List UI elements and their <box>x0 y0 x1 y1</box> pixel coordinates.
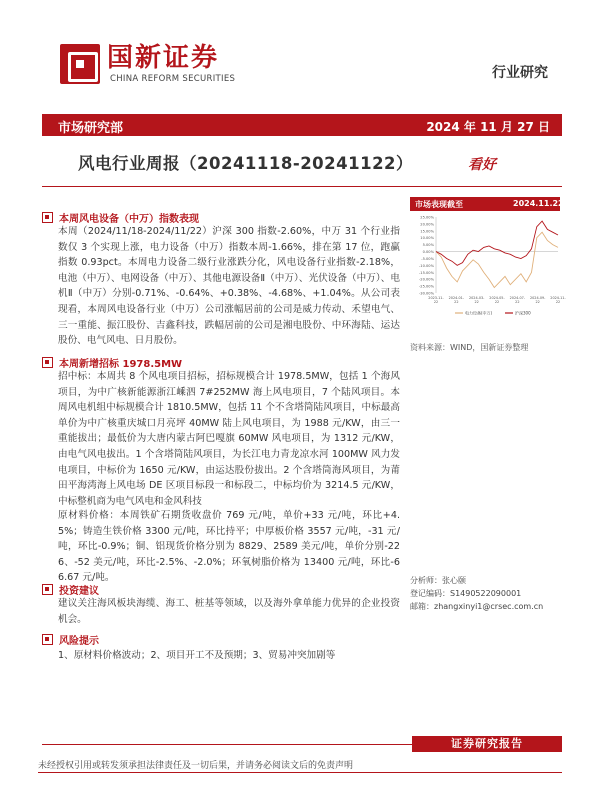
series-line-1 <box>436 221 558 265</box>
paragraph-tenders: 招中标：本周共 8 个风电项目招标，招标规模合计 1978.5MW，包括 1 个海风项目，为中广核新能源浙江嵊泗 7#252MW 海上风电项目，7 个陆风项目。本周风电机组中标规模合计 1810.5MW，包括 11 个不含塔筒陆风项目，中标最高单价为中广核重庆城口月亮坪 40MW 陆上风电项目，为 1988 元/KW，由三一重能拔出；最低价为大唐内蒙古阿巴嘎旗 60MW 风电项目，为 1312 元/KW，由电气风电拔出。1 个含塔筒陆风项目，为长江电力青龙凉水河 100MW 风力发电项目，中标价为 1650 元/KW，由运达股份拔出。2 个含塔筒海风项目，为莆田平海湾海上风电场 DE 区项目标段一和标段二，中标均价为 3214.5 元/KW，中标整机商为电气风电和金风科技 <box>58 371 400 507</box>
footer-disclaimer: 未经授权引用或转发须承担法律责任及一切后果，并请务必阅读文后的免责声明 <box>38 761 354 771</box>
x-tick-label: 22 <box>555 300 561 304</box>
chart-header-date: 2024.11.22 <box>513 199 564 208</box>
rating-badge: 看好 <box>468 157 496 173</box>
y-tick-label: 10.00% <box>420 236 434 241</box>
y-tick-label: -20.00% <box>419 277 434 282</box>
market-performance-chart <box>410 213 566 321</box>
y-tick-label: 20.00% <box>420 222 434 227</box>
section-bullet-icon <box>42 212 53 223</box>
analyst-email: 邮箱：zhangxinyi1@crsec.com.cn <box>410 602 544 611</box>
disclaimer-divider <box>38 772 562 773</box>
y-tick-label: -5.00% <box>421 256 434 261</box>
department-name: 市场研究部 <box>58 121 124 136</box>
footer-divider <box>42 744 412 745</box>
x-tick-label: 22 <box>433 300 439 304</box>
x-tick-label: 2024-09- <box>529 296 546 300</box>
section-heading-text: 投资建议 <box>59 586 99 597</box>
analyst-info <box>410 574 543 613</box>
chart-header-label: 市场表现截至 <box>415 200 463 209</box>
series-line-0 <box>436 232 558 287</box>
title-divider <box>42 186 562 187</box>
report-category: 行业研究 <box>492 65 548 81</box>
x-tick-label: 2024-11- <box>550 296 566 300</box>
x-tick-label: 22 <box>474 300 479 304</box>
chart-source-note: 资料来源：WIND，国新证券整理 <box>410 343 529 352</box>
company-name: 国新证券 <box>107 43 220 73</box>
paragraph-investment-advice: 建议关注海风板块海缆、海工、桩基等领域，以及海外拿单能力优异的企业投资机会。 <box>58 598 400 625</box>
section-bullet-icon <box>42 634 53 645</box>
y-tick-label: 15.00% <box>420 229 434 234</box>
company-english-name: CHINA REFORM SECURITIES <box>110 74 236 84</box>
analyst-cert: 登记编码：S1490522090001 <box>410 589 522 598</box>
x-tick-label: 22 <box>535 300 540 304</box>
legend-label: 沪深300 <box>515 310 531 316</box>
x-tick-label: 22 <box>515 300 520 304</box>
section-heading-investment-advice <box>42 582 99 597</box>
section-bullet-icon <box>42 584 53 595</box>
x-tick-label: 2023-11- <box>428 296 444 300</box>
x-tick-label: 22 <box>494 300 500 304</box>
paragraph-risk: 1、原材料价格波动；2、项目开工不及预期；3、贸易冲突加剧等 <box>58 650 336 661</box>
section-heading-risk <box>42 632 99 647</box>
y-tick-label: -30.00% <box>419 291 434 296</box>
section-heading-new-tenders <box>42 355 182 370</box>
y-tick-label: -10.00% <box>419 263 434 268</box>
x-tick-label: 22 <box>454 300 459 304</box>
legend-label: 电力设备(中万) <box>465 310 493 316</box>
section-heading-text: 本周风电设备（中万）指数表现 <box>59 214 199 225</box>
report-title: 风电行业周报（20241118-20241122） <box>78 154 414 173</box>
section-heading-text: 本周新增招标 1978.5MW <box>59 359 183 370</box>
x-tick-label: 2024-03- <box>468 296 485 300</box>
paragraph-raw-materials: 原材料价格：本周铁矿石期货收盘价 769 元/吨，单价+33 元/吨，环比+4.5%；铸造生铁价格 3300 元/吨，环比持平；中厚板价格 3557 元/吨，-31 元/吨，环比-0.9%；铜、铝现货价格分别为 8829、2589 美元/吨，单价分别-226、-52 美元/吨，环比-2.5%、-2.0%；环氧树脂价格为 13400 元/吨，环比-66.67 元/吨。 <box>58 510 400 584</box>
y-tick-label: -15.00% <box>419 270 434 275</box>
y-tick-label: -25.00% <box>419 284 434 289</box>
paragraph-index-performance: 本周（2024/11/18-2024/11/22）沪深 300 指数-2.60%，中万 31 个行业指数仅 3 个实现上涨，电力设备（中万）指数本周-1.66%，排在第 17 位，跑赢指数 0.93pct。本周电力设备二级行业涨跌分化，风电设备行业指数-2.18%，电池（中万）、电网设备（中万）、其他电源设备Ⅱ（中万）、光伏设备（中万）、电机Ⅱ（中万）分别-0.71%、-0.64%、+0.38%、-4.68%、+1.04%。从公司表现看，本周风电设备行业（中万）公司涨幅居前的公司是威力传动、禾望电气、三一重能、振江股份、吉鑫科技，跌幅居前的公司是湘电股份、中环海陆、运达股份、电气风电、日月股份。 <box>58 226 400 347</box>
y-tick-label: 5.00% <box>422 243 434 248</box>
x-tick-label: 2024-07- <box>509 296 526 300</box>
footer-report-tag: 证券研究报告 <box>412 736 562 752</box>
section-heading-index-performance <box>42 210 199 225</box>
section-heading-text: 风险提示 <box>59 636 99 647</box>
x-tick-label: 2024-05- <box>489 296 505 300</box>
company-logo-icon <box>60 44 100 84</box>
section-bullet-icon <box>42 357 53 368</box>
analyst-name: 分析师：张心颐 <box>410 576 466 585</box>
x-tick-label: 2024-01- <box>448 296 465 300</box>
y-tick-label: 0.00% <box>422 250 434 255</box>
report-date: 2024 年 11 月 27 日 <box>426 120 550 134</box>
y-tick-label: 25.00% <box>420 215 434 220</box>
